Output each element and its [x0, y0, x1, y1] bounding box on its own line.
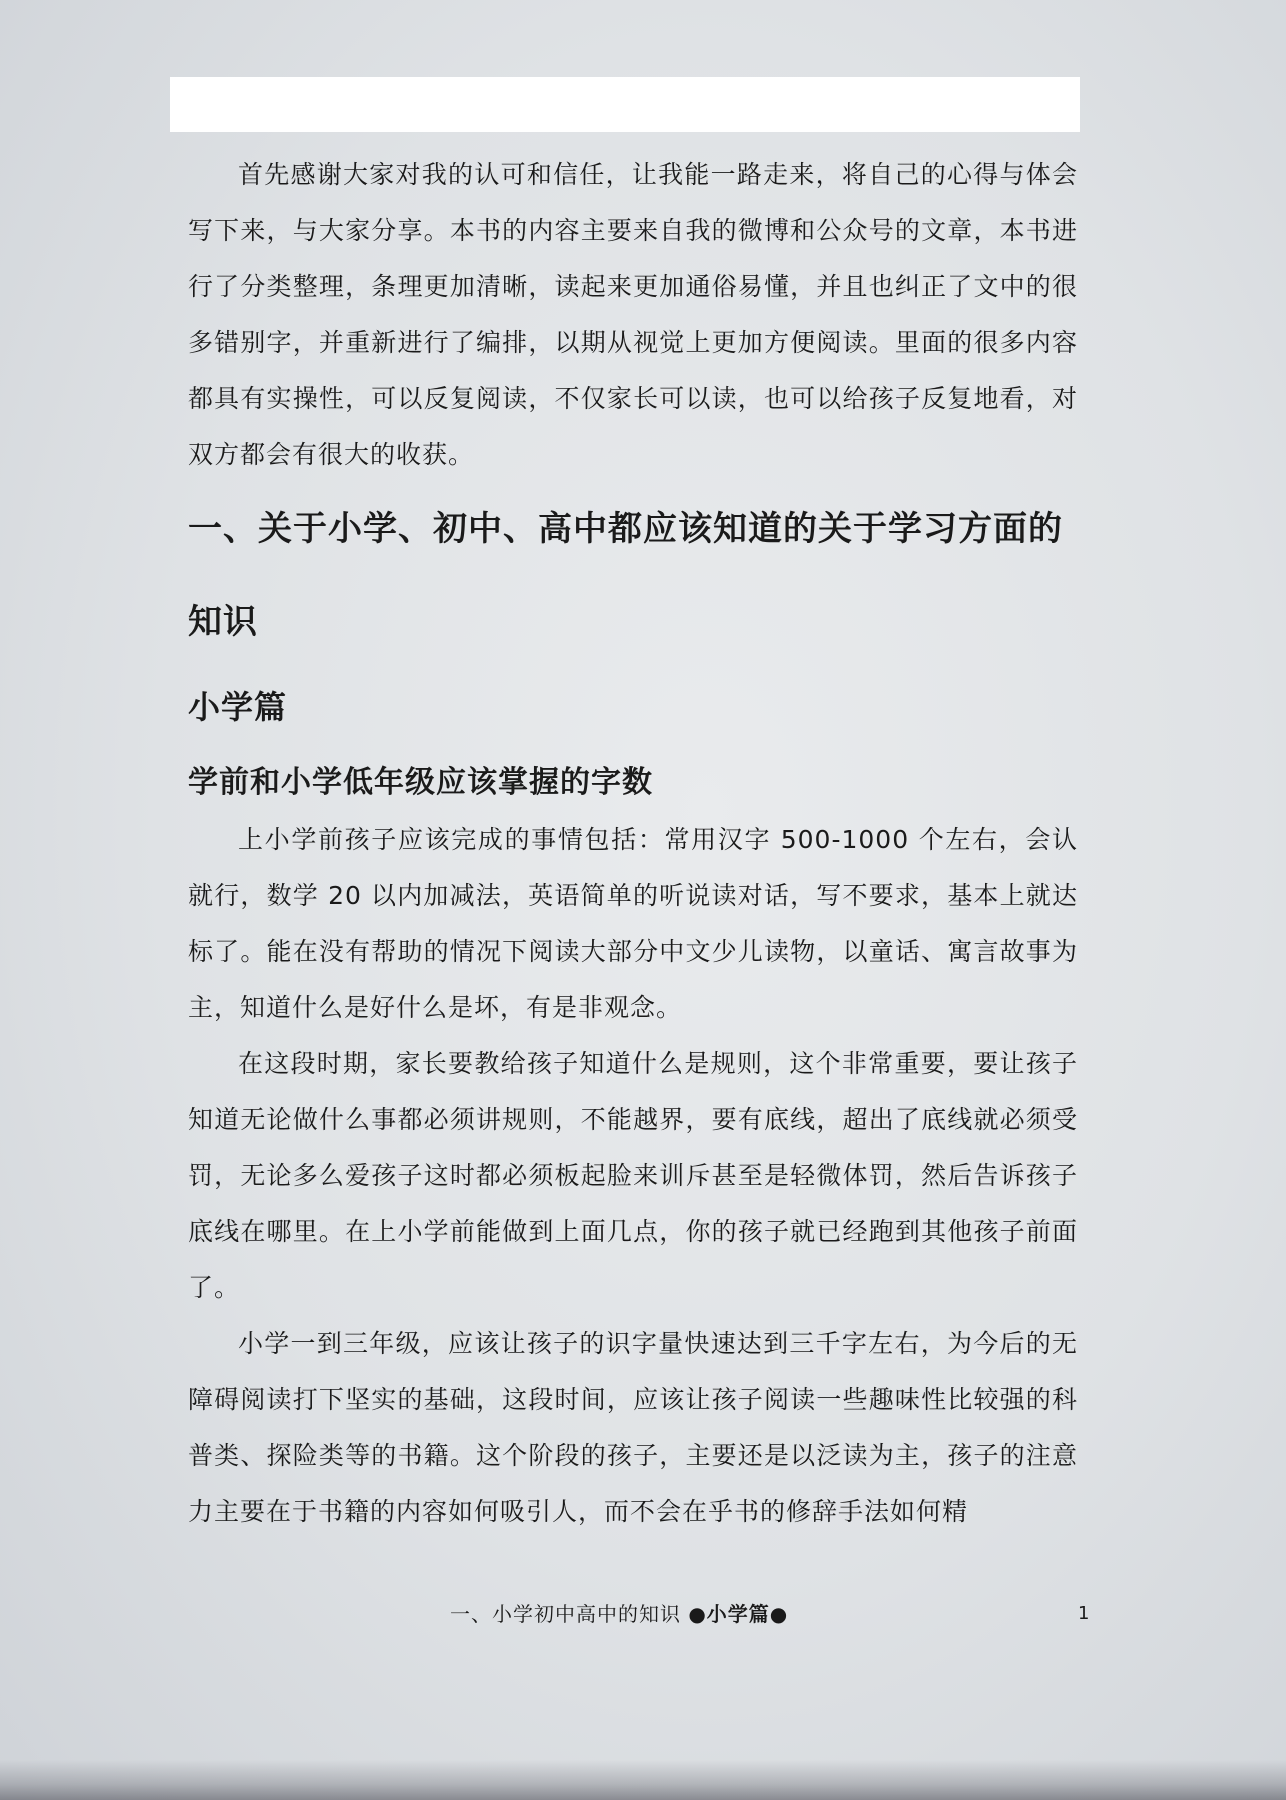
body-paragraph-1: 上小学前孩子应该完成的事情包括：常用汉字 500-1000 个左右，会认就行，数学 20 以内加减法，英语简单的听说读对话，写不要求，基本上就达标了。能在没有帮助的情况下阅读大部分中文少儿读物，以童话、寓言故事为主，知道什么是好什么是坏，有是非观念。 — [188, 825, 1078, 1022]
page-number: 1 — [1078, 1603, 1090, 1624]
running-footer — [450, 1598, 788, 1627]
body-paragraph-2: 在这段时期，家长要教给孩子知道什么是规则，这个非常重要，要让孩子知道无论做什么事都必须讲规则，不能越界，要有底线，超出了底线就必须受罚，无论多么爱孩子这时都必须板起脸来训斥甚至是轻微体罚，然后告诉孩子底线在哪里。在上小学前能做到上面几点，你的孩子就已经跑到其他孩子前面了。 — [188, 1049, 1078, 1302]
page-edge-shadow — [0, 1760, 1286, 1800]
intro-paragraph: 首先感谢大家对我的认可和信任，让我能一路走来，将自己的心得与体会写下来，与大家分享。本书的内容主要来自我的微博和公众号的文章，本书进行了分类整理，条理更加清晰，读起来更加通俗易懂，并且也纠正了文中的很多错别字，并重新进行了编排，以期从视觉上更加方便阅读。里面的很多内容都具有实操性，可以反复阅读，不仅家长可以读，也可以给孩子反复地看，对双方都会有很大的收获。 — [188, 160, 1078, 469]
chapter-title: 一、关于小学、初中、高中都应该知道的关于学习方面的知识 — [188, 509, 1063, 642]
subsection-title: 学前和小学低年级应该掌握的字数 — [188, 765, 653, 800]
footer-chapter-label: 一、小学初中高中的知识 — [450, 1602, 681, 1626]
footer-section-label: ●小学篇● — [688, 1602, 789, 1626]
section-title: 小学篇 — [188, 688, 288, 726]
redacted-header-box — [170, 77, 1080, 132]
body-paragraph-3: 小学一到三年级，应该让孩子的识字量快速达到三千字左右，为今后的无障碍阅读打下坚实的基础，这段时间，应该让孩子阅读一些趣味性比较强的科普类、探险类等的书籍。这个阶段的孩子，主要还是以泛读为主，孩子的注意力主要在于书籍的内容如何吸引人，而不会在乎书的修辞手法如何精 — [188, 1329, 1078, 1526]
